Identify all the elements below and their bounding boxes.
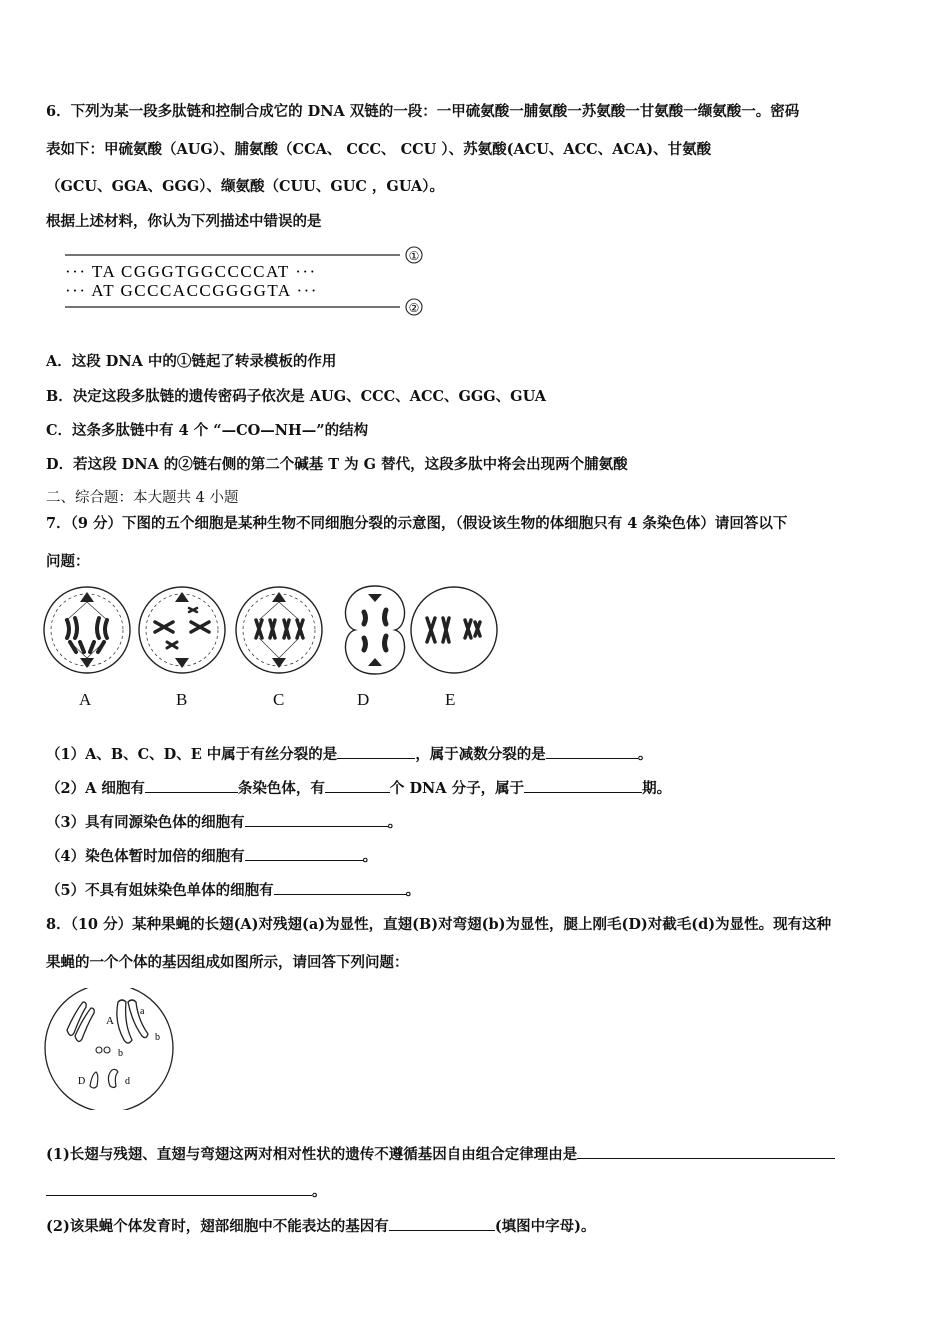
- dna-strand2-seq: ··· AT GCCCACCGGGGTA ···: [65, 281, 318, 300]
- q7-sub4-text-b: 。: [362, 848, 378, 865]
- q8-sub2: [46, 1216, 596, 1237]
- q7-sub2-blank1[interactable]: [145, 778, 238, 793]
- cell-label-d: D: [357, 690, 370, 709]
- gene-label-small-d: d: [125, 1076, 130, 1087]
- q8-line2: 果蝇的一个个体的基因组成如图所示，请回答下列问题：: [46, 954, 409, 971]
- q7-sub5-text-a: （5）不具有姐妹染色单体的细胞有: [46, 882, 274, 899]
- q6-option-d: D．若这段 DNA 的②链右侧的第二个碱基 T 为 G 替代，这段多肽中将会出现两个脯氨酸: [46, 456, 628, 473]
- gene-label-b-center: b: [118, 1048, 123, 1059]
- q6-option-c: C．这条多肽链中有 4 个 “—CO—NH—”的结构: [46, 422, 369, 439]
- cell-label-e: E: [445, 690, 456, 709]
- q7-sub2: [46, 778, 671, 799]
- q7-line2: 问题：: [46, 553, 90, 570]
- q8-sub2-blank[interactable]: [389, 1216, 495, 1231]
- q6-option-a: A．这段 DNA 中的①链起了转录模板的作用: [46, 353, 337, 370]
- section-heading: 二、综合题：本大题共 4 小题: [46, 490, 239, 506]
- q8-sub1-blank1[interactable]: [577, 1144, 835, 1159]
- q7-sub3-blank[interactable]: [245, 812, 388, 827]
- q7-sub2-text-d: 期。: [642, 780, 672, 797]
- q7-sub1-blank2[interactable]: [546, 744, 638, 759]
- q7-sub5-text-b: 。: [405, 882, 421, 899]
- cell-c: [236, 587, 322, 673]
- cell-label-c: C: [273, 690, 285, 709]
- q7-sub3-text-b: 。: [387, 814, 403, 831]
- q7-sub4-blank[interactable]: [245, 846, 363, 861]
- q8-sub2-text-b: (填图中字母)。: [494, 1218, 596, 1235]
- q6-line2: 表如下：甲硫氨酸（AUG）、脯氨酸（CCA、 CCC、 CCU ）、苏氨酸(ACU、ACC、ACA)、甘氨酸: [46, 141, 712, 158]
- q8-sub2-text-a: (2)该果蝇个体发育时，翅部细胞中不能表达的基因有: [46, 1218, 389, 1235]
- gene-label-b-right: b: [155, 1032, 160, 1043]
- q7-sub2-text-b: 条染色体，有: [237, 780, 325, 797]
- q7-sub5-blank[interactable]: [274, 880, 406, 895]
- q7-sub1-text-a: （1）A、B、C、D、E 中属于有丝分裂的是: [46, 746, 338, 763]
- q7-sub4-text-a: （4）染色体暂时加倍的细胞有: [46, 848, 245, 865]
- q8-sub1: [46, 1144, 835, 1165]
- q8-sub1-cont: [46, 1181, 327, 1202]
- cell-d: [345, 586, 404, 674]
- cell-division-figure: [42, 580, 502, 680]
- q7-sub1: [46, 744, 652, 765]
- q7-sub3-text-a: （3）具有同源染色体的细胞有: [46, 814, 245, 831]
- q7-sub2-blank3[interactable]: [524, 778, 642, 793]
- q6-line1: 6．下列为某一段多肽链和控制合成它的 DNA 双链的一段：一甲硫氨酸一脯氨酸一苏氨酸一甘氨酸一缬氨酸一。密码: [46, 103, 800, 120]
- q8-sub1-text-b: 。: [312, 1183, 327, 1200]
- dna-diagram: [60, 240, 440, 320]
- q8-line1: 8．（10 分）某种果蝇的长翅(A)对残翅(a)为显性，直翅(B)对弯翅(b)为显性，腿上刚毛(D)对截毛(d)为显性。现有这种: [46, 916, 832, 933]
- dna-strand1-label: ①: [408, 249, 420, 263]
- q7-sub5: [46, 880, 420, 901]
- q6-line3: （GCU、GGA、GGG）、缬氨酸（CUU、GUC ，GUA）。: [46, 178, 445, 195]
- dna-strand2-label: ②: [408, 301, 420, 315]
- q7-sub4: [46, 846, 377, 867]
- dna-strand1-seq: ··· TA CGGGTGGCCCCAT ···: [65, 262, 317, 281]
- q7-sub1-text-c: 。: [637, 746, 653, 763]
- q7-sub1-blank1[interactable]: [337, 744, 415, 759]
- q7-sub2-blank2[interactable]: [325, 778, 390, 793]
- gene-label-big-a: A: [106, 1015, 114, 1027]
- cell-label-b: B: [176, 690, 188, 709]
- q6-option-b: B．决定这段多肽链的遗传密码子依次是 AUG、CCC、ACC、GGG、GUA: [46, 388, 547, 405]
- q7-sub2-text-c: 个 DNA 分子，属于: [389, 780, 525, 797]
- gene-label-small-a: a: [140, 1006, 145, 1017]
- q7-line1: 7．（9 分）下图的五个细胞是某种生物不同细胞分裂的示意图，（假设该生物的体细胞只有 4 条染色体）请回答以下: [46, 515, 788, 532]
- cell-e: [411, 587, 497, 673]
- q7-sub2-text-a: （2）A 细胞有: [46, 780, 145, 797]
- cell-a: [44, 587, 130, 673]
- q7-sub1-text-b: ，属于减数分裂的是: [415, 746, 546, 763]
- q8-sub1-text-a: (1)长翅与残翅、直翅与弯翅这两对相对性状的遗传不遵循基因自由组合定律理由是: [46, 1146, 578, 1163]
- q8-sub1-blank2[interactable]: [46, 1181, 312, 1196]
- cell-label-a: A: [79, 690, 92, 709]
- q6-line4: 根据上述材料，你认为下列描述中错误的是: [46, 213, 322, 230]
- gene-cell-figure: [42, 988, 182, 1110]
- gene-label-big-d: D: [78, 1076, 86, 1087]
- cell-b: [139, 587, 225, 673]
- q7-sub3: [46, 812, 402, 833]
